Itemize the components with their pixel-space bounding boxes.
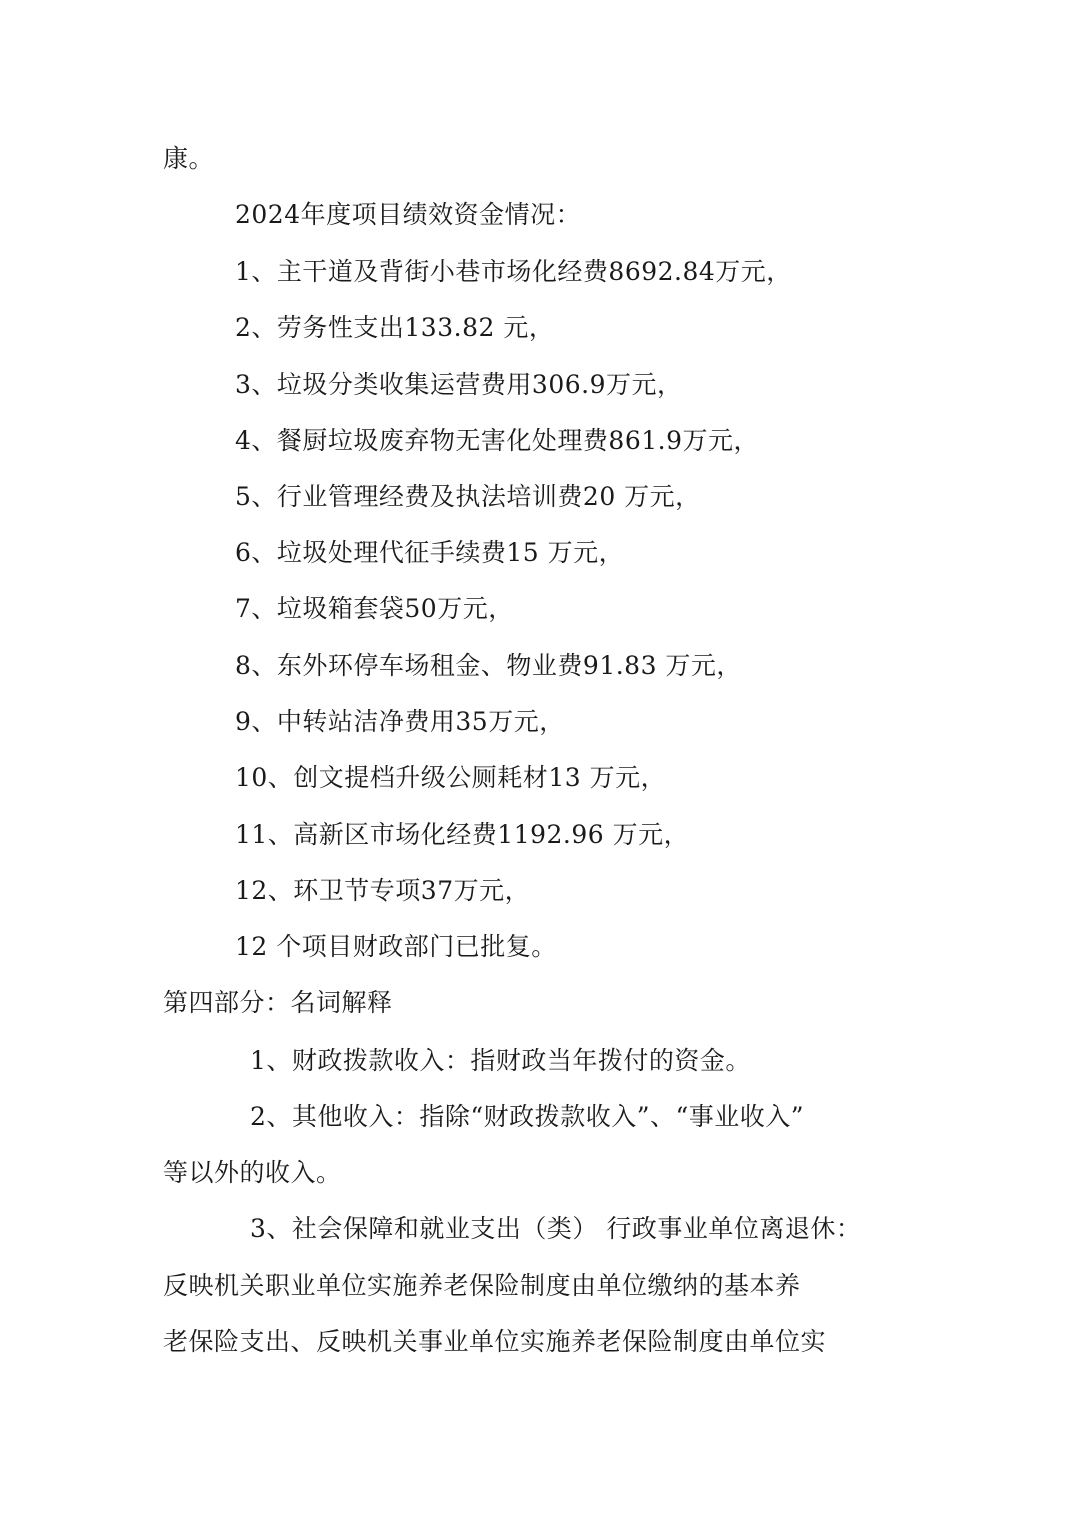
list-item: 2、劳务性支出133.82 元， — [235, 313, 555, 342]
list-item: 6、垃圾处理代征手续费15 万元， — [235, 538, 625, 567]
glossary-term-3-cont: 反映机关职业单位实施养老保险制度由单位缴纳的基本养 — [163, 1271, 801, 1300]
list-item: 7、垃圾箱套袋50万元， — [235, 594, 514, 623]
list-item: 3、垃圾分类收集运营费用306.9万元， — [235, 370, 683, 399]
glossary-term-2: 2、其他收入：指除“财政拨款收入”、“事业收入” — [250, 1102, 805, 1131]
list-item: 8、东外环停车场租金、物业费91.83 万元， — [235, 651, 742, 680]
list-item: 5、行业管理经费及执法培训费20 万元， — [235, 482, 701, 511]
continuation-text: 康。 — [163, 144, 215, 173]
glossary-term-3: 3、社会保障和就业支出（类） 行政事业单位离退休： — [250, 1214, 862, 1243]
approval-note: 12 个项目财政部门已批复。 — [235, 932, 557, 961]
list-item: 11、高新区市场化经费1192.96 万元， — [235, 820, 690, 849]
list-item: 12、环卫节专项37万元， — [235, 876, 531, 905]
glossary-term-3-cont: 老保险支出、反映机关事业单位实施养老保险制度由单位实 — [163, 1327, 827, 1356]
glossary-term-2-cont: 等以外的收入。 — [163, 1158, 342, 1187]
performance-intro: 2024年度项目绩效资金情况： — [235, 200, 582, 229]
section-title: 第四部分：名词解释 — [163, 988, 393, 1017]
glossary-term-1: 1、财政拨款收入：指财政当年拨付的资金。 — [250, 1046, 751, 1075]
list-item: 1、主干道及背街小巷市场化经费8692.84万元， — [235, 257, 792, 286]
list-item: 4、餐厨垃圾废弃物无害化处理费861.9万元， — [235, 426, 759, 455]
list-item: 10、创文提档升级公厕耗材13 万元， — [235, 763, 667, 792]
list-item: 9、中转站洁净费用35万元， — [235, 707, 565, 736]
